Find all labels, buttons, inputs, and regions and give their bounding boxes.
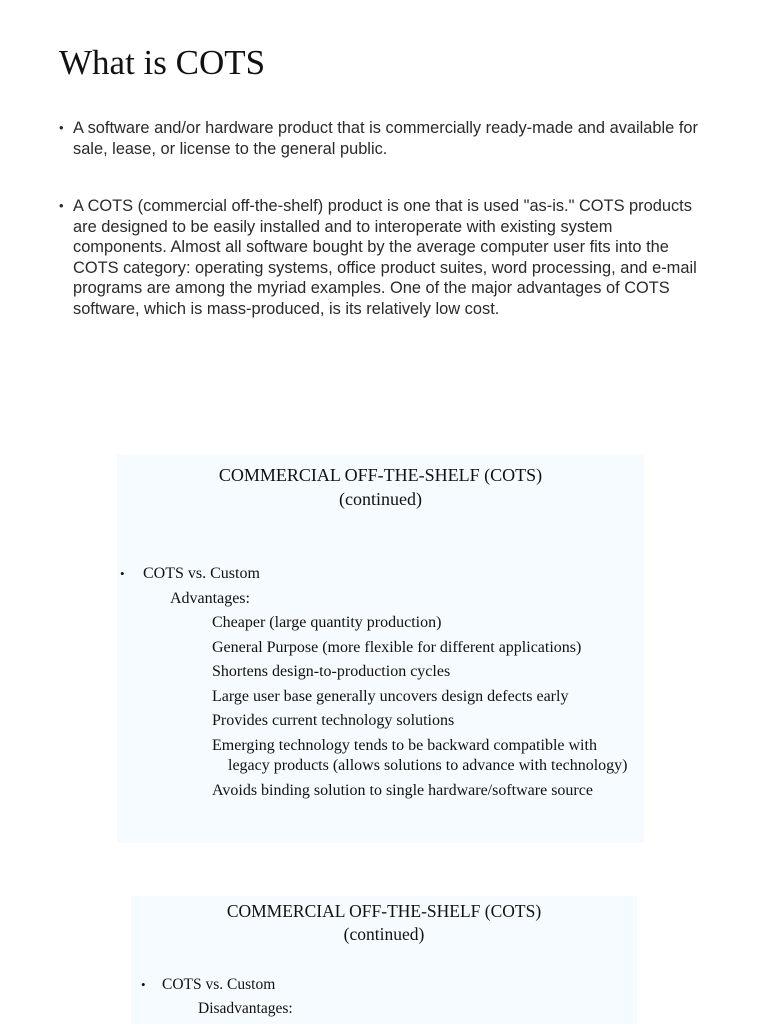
advantage-item: Emerging technology tends to be backward compatible with legacy products (allows solutions to advance with technology)	[212, 736, 628, 774]
intro-bullet-text: A COTS (commercial off-the-shelf) product is one that is used "as-is." COTS products are designed to be easily installed and to interoperate with existing system components. Almost all software bought by the average computer user fits into the COTS category: operating systems, office product suites, word processing, and e-mail programs are among the myriad examples. One of the major advantages of COTS software, which is mass-produced, is its relatively low cost.	[73, 197, 697, 318]
advantage-item: Shortens design-to-production cycles	[212, 663, 451, 680]
bullet-dot-icon: •	[141, 977, 146, 992]
slide-title	[131, 900, 637, 946]
slide-bullet-text: COTS vs. Custom	[162, 976, 276, 993]
intro-bullet-item	[59, 196, 704, 319]
slide-subhead: Disadvantages:	[198, 1000, 293, 1017]
bullet-dot-icon: •	[59, 198, 64, 213]
advantage-item: Cheaper (large quantity production)	[212, 614, 442, 631]
bullet-dot-icon: •	[59, 120, 64, 135]
slide-title-line: COMMERCIAL OFF-THE-SHELF (COTS)	[218, 465, 543, 485]
intro-bullet-text: A software and/or hardware product that is commercially ready-made and available for sale, lease, or license to the general public.	[73, 119, 698, 158]
slide-bullet-text: COTS vs. Custom	[143, 565, 260, 582]
page-title: What is COTS	[59, 43, 266, 82]
slide-title-line: COMMERCIAL OFF-THE-SHELF (COTS)	[226, 901, 542, 921]
slide-title	[117, 463, 644, 511]
slide-title-subline: (continued)	[343, 924, 425, 944]
intro-bullet-list	[59, 118, 704, 319]
slide-image-advantages	[117, 455, 644, 843]
advantage-item: Avoids binding solution to single hardware/software source	[212, 781, 593, 799]
slide-image-disadvantages	[131, 896, 637, 1024]
slide-title-subline: (continued)	[339, 489, 422, 509]
intro-bullet-item	[59, 118, 704, 159]
slide-subhead: Advantages:	[170, 590, 250, 607]
advantage-item: Large user base generally uncovers design defects early	[212, 687, 569, 705]
advantage-item: Provides current technology solutions	[212, 712, 455, 729]
advantage-item: General Purpose (more flexible for different applications)	[212, 638, 582, 656]
bullet-dot-icon: •	[120, 566, 125, 581]
advantages-list	[212, 613, 632, 805]
